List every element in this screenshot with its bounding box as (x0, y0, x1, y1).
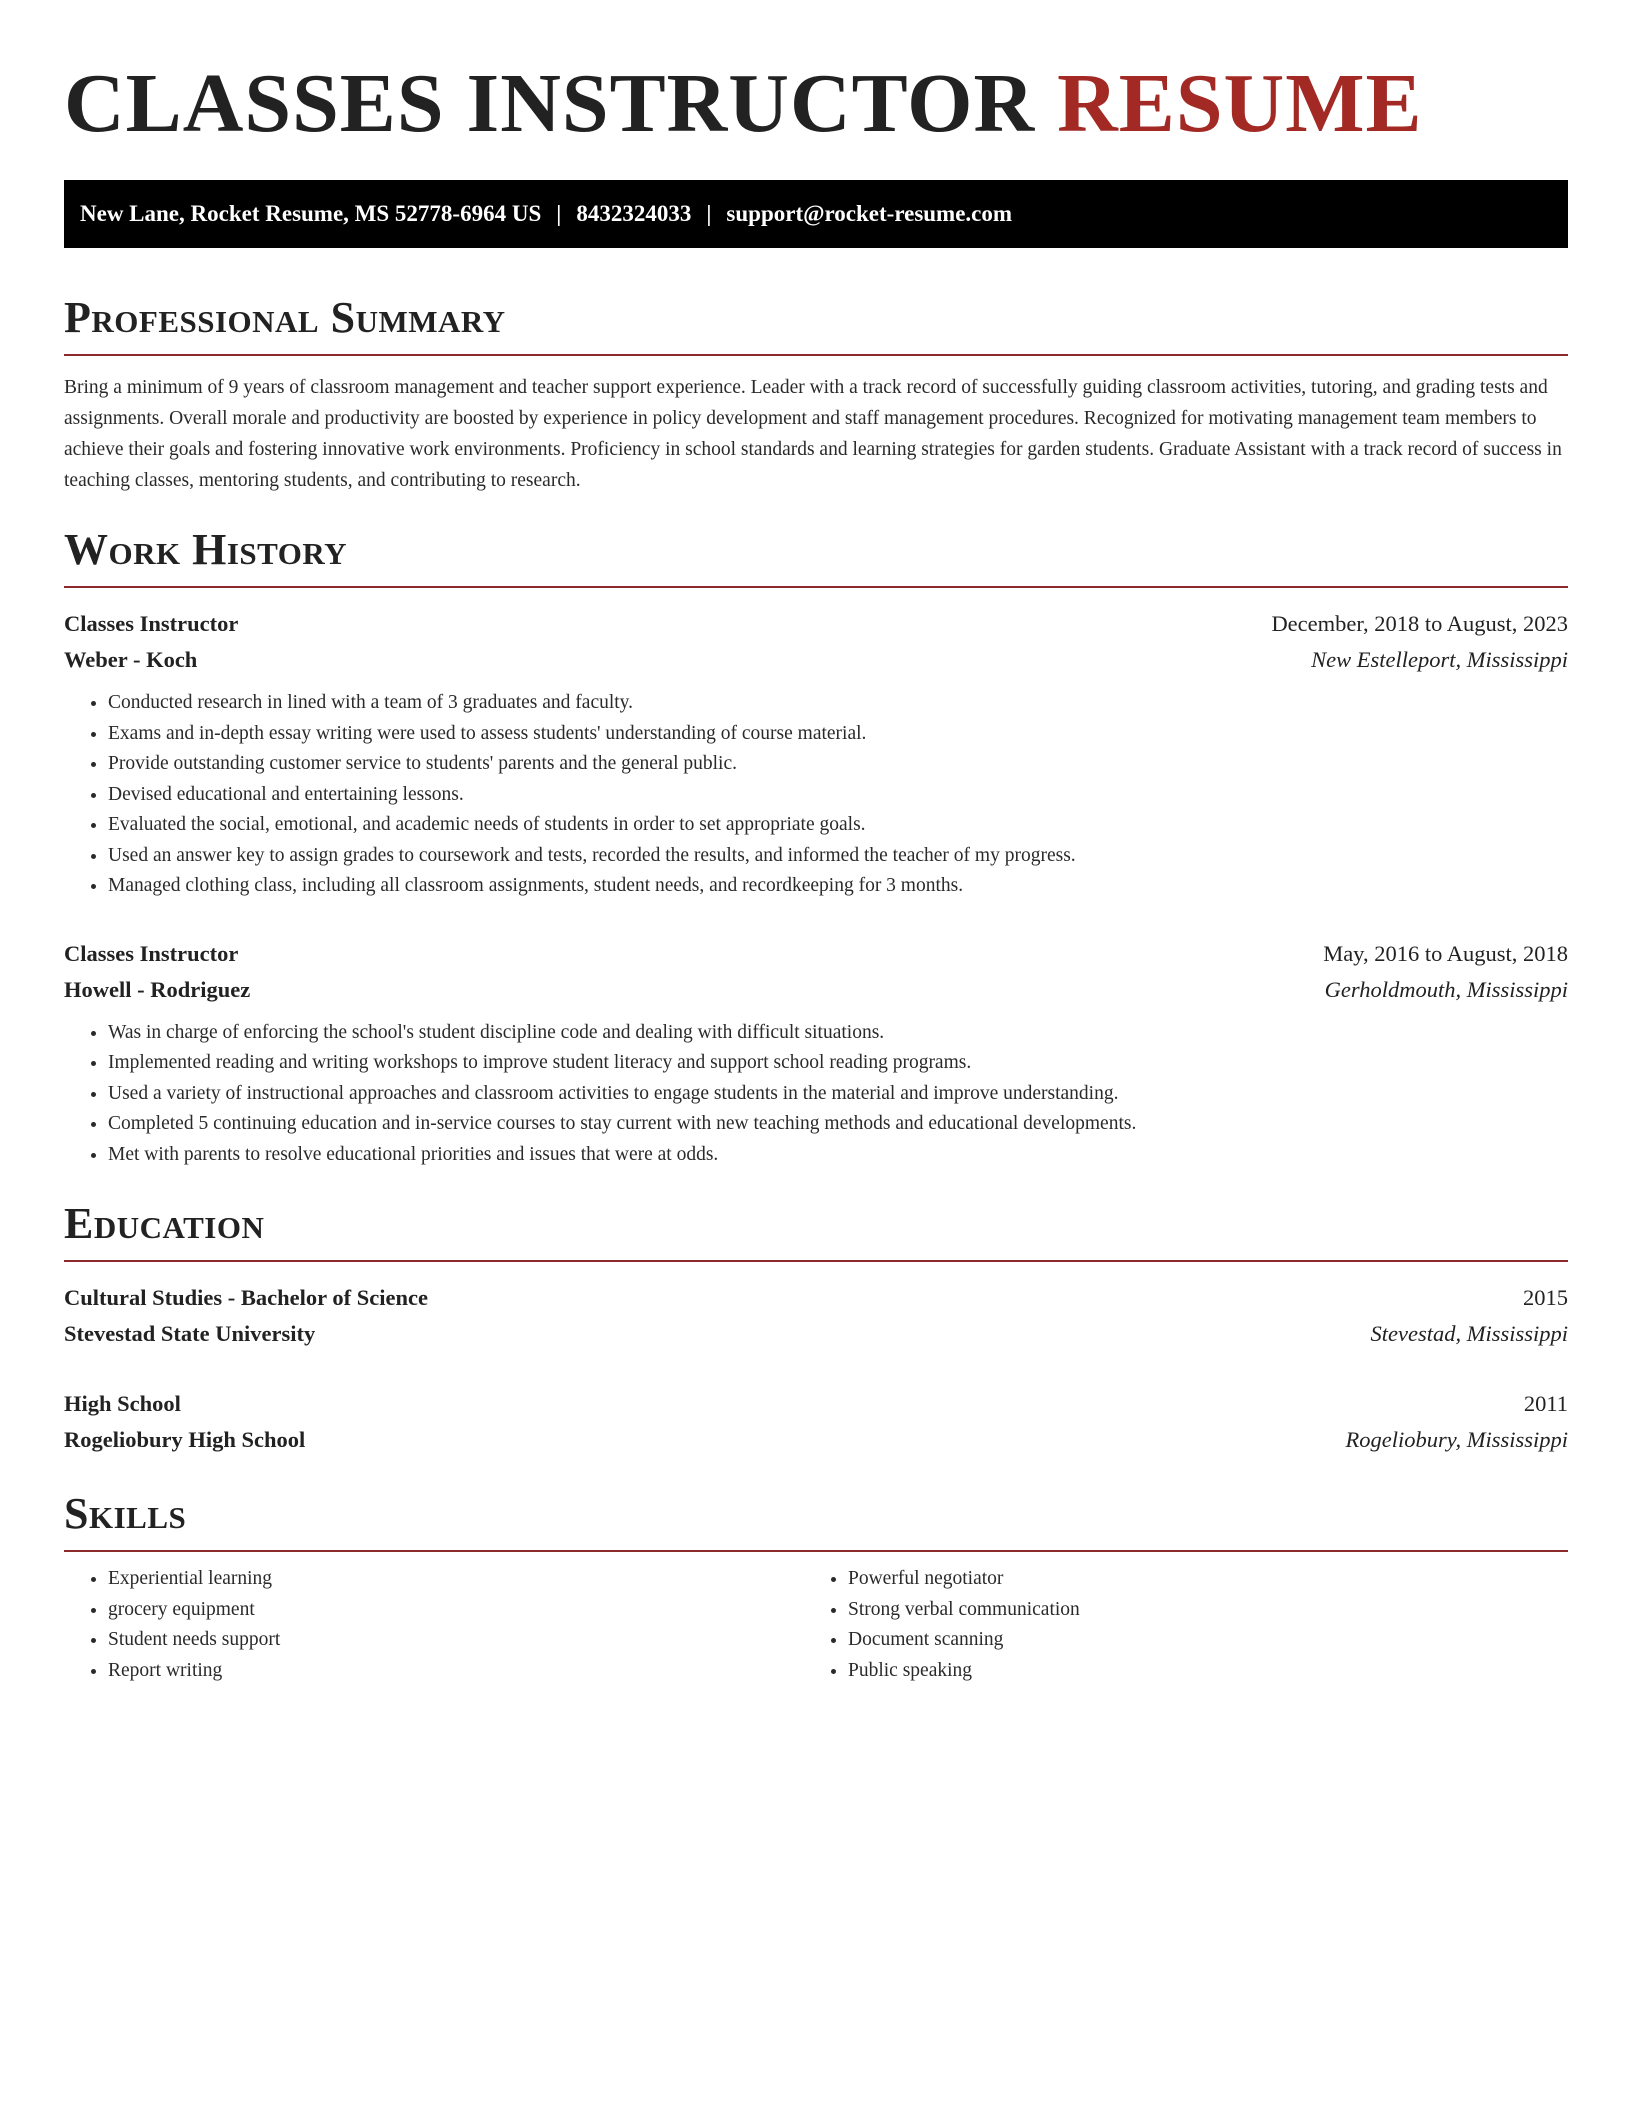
education-heading: Education (64, 1198, 1568, 1262)
skill-item: • Report writing (108, 1656, 804, 1687)
job-title-row (64, 936, 1568, 972)
contact-separator: | (556, 201, 562, 226)
job-location: New Estelleport, Mississippi (1311, 647, 1568, 672)
job-entry (64, 936, 1568, 1171)
education-school: Stevestad State University (64, 1321, 316, 1346)
list-item: • Used an answer key to assign grades to coursework and tests, recorded the results, and informed the teacher of my progress. (108, 841, 1568, 872)
skills-bullets (64, 1564, 804, 1686)
title-accent: RESUME (1057, 57, 1423, 150)
job-entry (64, 606, 1568, 902)
skills-bullets (804, 1564, 1544, 1686)
job-company-row (64, 642, 1568, 678)
education-degree-row (64, 1386, 1568, 1422)
contact-separator: | (706, 201, 712, 226)
job-title: Classes Instructor (64, 611, 239, 636)
skill-item: • Strong verbal communication (848, 1595, 1544, 1626)
education-entry (64, 1280, 1568, 1352)
contact-phone: 8432324033 (576, 201, 692, 226)
skill-item: • Public speaking (848, 1656, 1544, 1687)
skills-heading: Skills (64, 1488, 1568, 1552)
education-degree-row (64, 1280, 1568, 1316)
job-dates: May, 2016 to August, 2018 (1323, 940, 1568, 966)
education-degree: High School (64, 1391, 181, 1416)
job-company: Howell - Rodriguez (64, 976, 251, 1002)
skill-item: • Student needs support (108, 1625, 804, 1656)
job-title: Classes Instructor (64, 940, 239, 966)
skill-item: • Document scanning (848, 1625, 1544, 1656)
work-history-heading: Work History (64, 524, 1568, 588)
skill-item: • Experiential learning (108, 1564, 804, 1595)
list-item: • Conducted research in lined with a team of 3 graduates and faculty. (108, 688, 1568, 719)
contact-address: New Lane, Rocket Resume, MS 52778-6964 US (80, 201, 542, 226)
education-year: 2015 (1523, 1285, 1568, 1310)
skill-item: • grocery equipment (108, 1595, 804, 1626)
job-title-row (64, 606, 1568, 642)
contact-bar (64, 180, 1568, 248)
job-bullets (64, 688, 1568, 902)
summary-heading: Professional Summary (64, 292, 1568, 356)
education-location: Rogeliobury, Mississippi (1345, 1427, 1568, 1452)
contact-email: support@rocket-resume.com (726, 201, 1013, 226)
education-school-row (64, 1316, 1568, 1352)
job-location: Gerholdmouth, Mississippi (1324, 976, 1568, 1002)
skills-column-right (804, 1564, 1544, 1686)
summary-text: Bring a minimum of 9 years of classroom management and teacher support experience. Leader with a track record of successfully guiding classroom activities, tutoring, and grading tests and assignments. Overall morale and productivity are boosted by experience in policy development and staff management procedures. Recognized for motivating management team members to achieve their goals and fostering innovative work environments. Proficiency in school standards and learning strategies for garden students. Graduate Assistant with a track record of success in teaching classes, mentoring students, and contributing to research. (64, 377, 1562, 491)
job-bullets (64, 1018, 1568, 1171)
list-item: • Exams and in-depth essay writing were used to assess students' understanding of course material. (108, 719, 1568, 750)
list-item: • Completed 5 continuing education and in-service courses to stay current with new teaching methods and educational developments. (108, 1109, 1568, 1140)
list-item: • Implemented reading and writing workshops to improve student literacy and support school reading programs. (108, 1048, 1568, 1079)
list-item: • Devised educational and entertaining lessons. (108, 780, 1568, 811)
education-entry (64, 1386, 1568, 1458)
list-item: • Provide outstanding customer service to students' parents and the general public. (108, 749, 1568, 780)
list-item: • Used a variety of instructional approaches and classroom activities to engage students in the material and improve understanding. (108, 1079, 1568, 1110)
skills-list (64, 1564, 1568, 1686)
job-dates: December, 2018 to August, 2023 (1271, 611, 1568, 636)
education-school-row (64, 1422, 1568, 1458)
resume-title (64, 0, 1568, 152)
job-company-row (64, 972, 1568, 1008)
education-year: 2011 (1523, 1391, 1568, 1416)
education-location: Stevestad, Mississippi (1370, 1321, 1568, 1346)
education-degree: Cultural Studies - Bachelor of Science (64, 1285, 428, 1310)
list-item: • Was in charge of enforcing the school's student discipline code and dealing with difficult situations. (108, 1018, 1568, 1049)
list-item: • Met with parents to resolve educational priorities and issues that were at odds. (108, 1140, 1568, 1171)
skills-column-left (64, 1564, 804, 1686)
education-school: Rogeliobury High School (64, 1427, 306, 1452)
job-company: Weber - Koch (64, 647, 198, 672)
skill-item: • Powerful negotiator (848, 1564, 1544, 1595)
list-item: • Managed clothing class, including all classroom assignments, student needs, and recordkeeping for 3 months. (108, 871, 1568, 902)
title-main: CLASSES INSTRUCTOR (64, 57, 1036, 150)
list-item: • Evaluated the social, emotional, and academic needs of students in order to set appropriate goals. (108, 810, 1568, 841)
